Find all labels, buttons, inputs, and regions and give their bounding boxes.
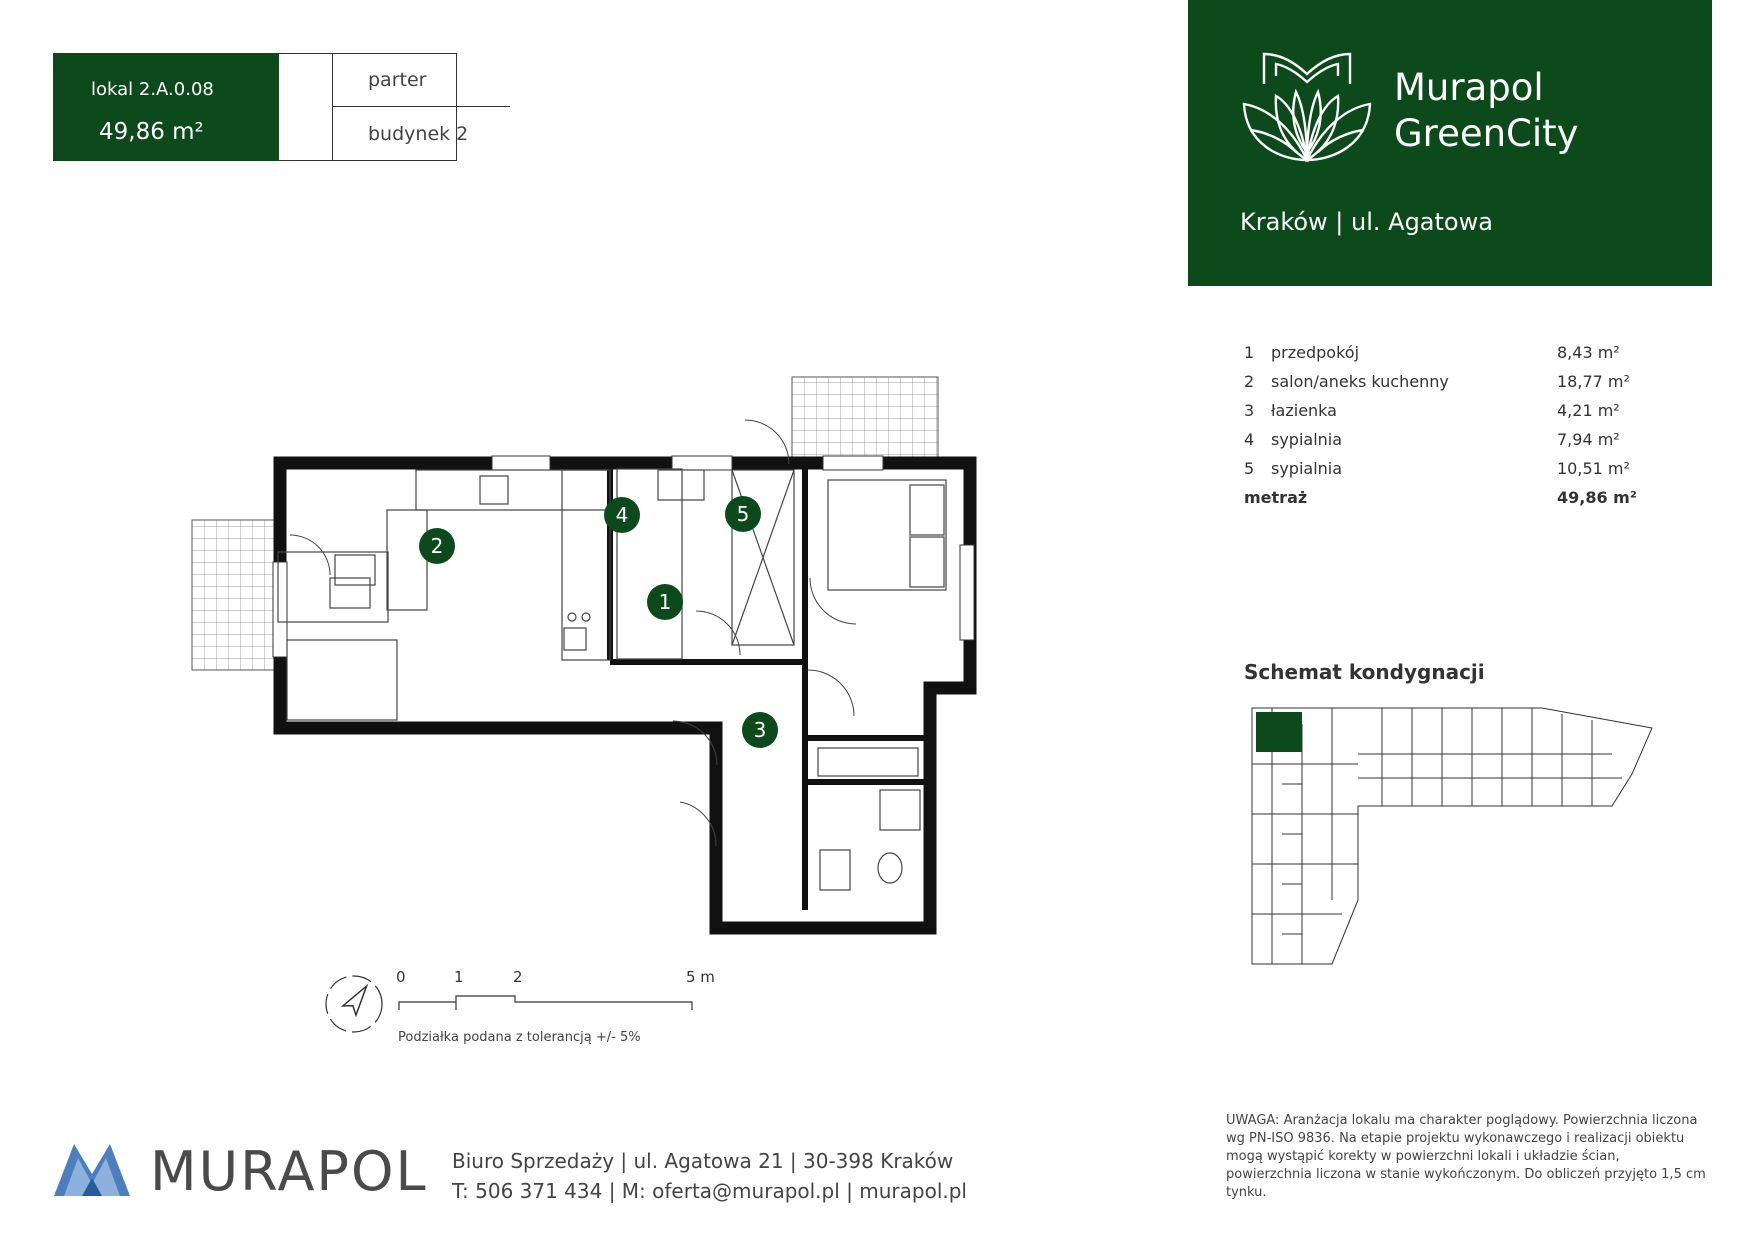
murapol-logo-icon xyxy=(54,1144,130,1196)
scale-tick-1: 1 xyxy=(454,968,464,986)
north-arrow-icon xyxy=(322,972,386,1036)
room-label-5: 5 xyxy=(736,502,750,526)
room-area: 18,77 m² xyxy=(1557,372,1630,391)
unit-number: lokal 2.A.0.08 xyxy=(91,79,214,100)
brand-panel xyxy=(1188,0,1712,286)
room-area: 7,94 m² xyxy=(1557,430,1620,449)
outer-walls xyxy=(280,463,970,928)
brand-name-line1: Murapol xyxy=(1394,66,1544,109)
room-name: łazienka xyxy=(1271,401,1337,420)
room-number: 2 xyxy=(1244,372,1255,391)
floor-scheme xyxy=(1242,704,1662,974)
scale-tick-0: 0 xyxy=(396,968,406,986)
brand-name-line2: GreenCity xyxy=(1394,112,1579,155)
total-area: 49,86 m² xyxy=(1557,488,1637,507)
brand-location: Kraków | ul. Agatowa xyxy=(1240,208,1493,236)
unit-area: 49,86 m² xyxy=(99,119,204,145)
room-area: 8,43 m² xyxy=(1557,343,1620,362)
sales-office-contact: T: 506 371 434 | M: oferta@murapol.pl | murapol.pl xyxy=(452,1179,967,1203)
room-area: 10,51 m² xyxy=(1557,459,1630,478)
company-wordmark: MURAPOL xyxy=(150,1140,428,1203)
room-label-1: 1 xyxy=(658,590,672,614)
sales-office-address: Biuro Sprzedaży | ul. Agatowa 21 | 30-398 Kraków xyxy=(452,1149,954,1173)
balcony-left xyxy=(192,520,280,670)
room-number: 5 xyxy=(1244,459,1255,478)
scale-tick-2: 2 xyxy=(513,968,523,986)
room-area: 4,21 m² xyxy=(1557,401,1620,420)
room-number: 3 xyxy=(1244,401,1255,420)
sales-office-info xyxy=(452,1146,967,1206)
room-name: sypialnia xyxy=(1271,430,1343,449)
disclaimer-note: UWAGA: Aranżacja lokalu ma charakter poglądowy. Powierzchnia liczona wg PN-ISO 9836. Na etapie projektu wykonawczego i realizacji obiektu mogą wystąpić korekty w powierzchni lokali i układzie ścian, powierzchnia liczona w stanie wykończonym. Do obliczeń przyjęto 1,5 cm tynku. xyxy=(1226,1113,1706,1200)
tulip-logo-icon xyxy=(1240,48,1374,164)
floor-label: parter xyxy=(332,53,510,107)
unit-highlight xyxy=(1256,712,1302,752)
scheme-title: Schemat kondygnacji xyxy=(1244,660,1485,684)
scale-tick-5: 5 m xyxy=(686,968,715,986)
total-label: metraż xyxy=(1244,488,1308,507)
unit-details xyxy=(53,53,469,161)
room-name: przedpokój xyxy=(1271,343,1360,362)
floor-plan xyxy=(180,370,1020,940)
balcony-top xyxy=(792,377,938,465)
scale-bar xyxy=(398,992,698,1012)
room-label-2: 2 xyxy=(430,534,444,558)
room-number: 1 xyxy=(1244,343,1255,362)
room-number: 4 xyxy=(1244,430,1255,449)
room-name: sypialnia xyxy=(1271,459,1343,478)
building-label: budynek 2 xyxy=(332,107,510,161)
room-name: salon/aneks kuchenny xyxy=(1271,372,1449,391)
room-label-4: 4 xyxy=(615,503,629,527)
scale-note: Podziałka podana z tolerancją +/- 5% xyxy=(398,1030,641,1045)
room-label-3: 3 xyxy=(753,718,767,742)
